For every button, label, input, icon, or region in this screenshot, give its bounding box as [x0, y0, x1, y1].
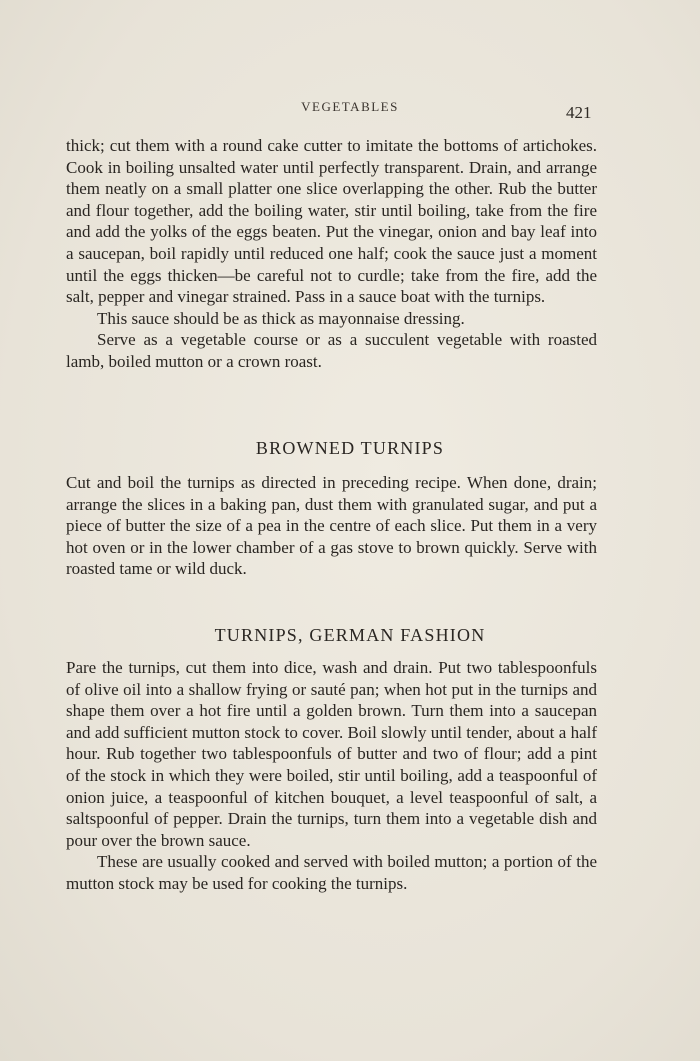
paragraph: These are usually cooked and served with boiled mutton; a portion of the mutton stock may be used for cooking the turnips.	[66, 852, 597, 893]
recipe-title-turnips-german-fashion: TURNIPS, GERMAN FASHION	[214, 625, 486, 645]
paragraph: Cut and boil the turnips as directed in preceding recipe. When done, drain; arrange the slices in a baking pan, dust them with granulated sugar, and put a piece of butter the size of a pea in the centre of each slice. Put them in a very hot oven or in the lower chamber of a gas stove to brown quickly. Serve with roasted tame or wild duck.	[66, 473, 597, 579]
continued-recipe-text	[66, 135, 597, 373]
running-head: VEGETABLES	[301, 99, 399, 114]
page-number: 421	[566, 103, 592, 122]
paragraph: Serve as a vegetable course or as a succulent vegetable with roasted lamb, boiled mutton or a crown roast.	[66, 330, 597, 371]
recipe-text-turnips-german-fashion	[66, 657, 597, 895]
recipe-text-browned-turnips	[66, 472, 597, 580]
paragraph: thick; cut them with a round cake cutter to imitate the bottoms of artichokes. Cook in boiling unsalted water until perfectly transparent. Drain, and arrange them neatly on a small platter one slice overlapping the other. Rub the butter and flour together, add the boiling water, stir until boiling, take from the fire and add the yolks of the eggs beaten. Put the vinegar, onion and bay leaf into a saucepan, boil rapidly until reduced one half; cook the sauce just a moment until the eggs thicken—be careful not to curdle; take from the fire, add the salt, pepper and vinegar strained. Pass in a sauce boat with the turnips.	[66, 136, 597, 307]
paragraph: This sauce should be as thick as mayonnaise dressing.	[97, 308, 465, 328]
recipe-title-browned-turnips: BROWNED TURNIPS	[255, 438, 445, 458]
paragraph: Pare the turnips, cut them into dice, wash and drain. Put two tablespoonfuls of olive oil into a shallow frying or sauté pan; when hot put in the turnips and shape them over a hot fire until a golden brown. Turn them into a saucepan and add sufficient mutton stock to cover. Boil slowly until tender, about a half hour. Rub together two tablespoonfuls of butter and two of flour; add a pint of the stock in which they were boiled, stir until boiling, add a teaspoonful of onion juice, a teaspoonful of kitchen bouquet, a level teaspoonful of salt, a saltspoonful of pepper. Drain the turnips, turn them into a vegetable dish and pour over the brown sauce.	[66, 658, 597, 850]
